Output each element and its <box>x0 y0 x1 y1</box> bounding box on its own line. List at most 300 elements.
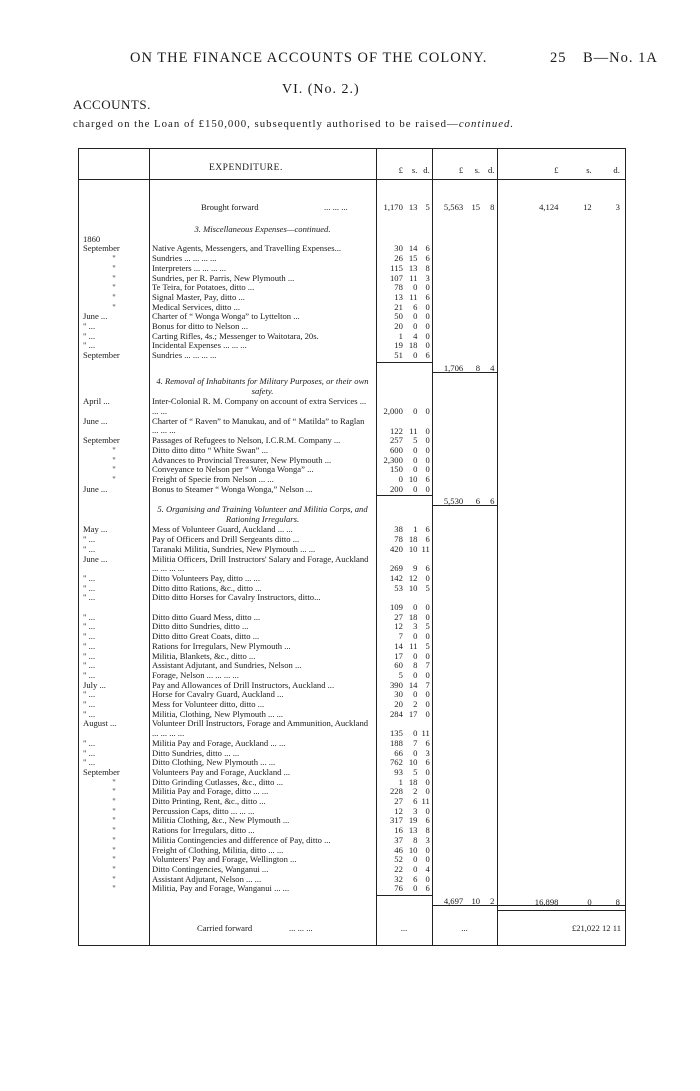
entry-amount-pounds: 17 <box>394 650 403 661</box>
section-total-3-pence: 4 <box>490 362 495 373</box>
entry-amount-pounds: 14 <box>394 640 403 651</box>
entry-date: September <box>83 435 120 446</box>
entry-date: " <box>112 805 116 816</box>
subtotal-rule <box>376 362 432 363</box>
entry-amount-pounds: 317 <box>389 815 403 826</box>
entry-description: Incidental Expenses ... ... ... <box>152 340 247 351</box>
entry-amount-pence: 11 <box>421 728 430 739</box>
entry-amount-pounds: 53 <box>394 582 403 593</box>
entry-description: Ditto Grinding Cutlasses, &c., ditto ... <box>152 776 284 787</box>
entry-amount-pounds: 52 <box>394 854 403 865</box>
entry-amount-pounds: 2,000 <box>383 406 403 417</box>
entry-amount-pence: 0 <box>425 464 430 475</box>
entry-amount-pounds: 20 <box>394 699 403 709</box>
entry-amount-shillings: 5 <box>413 766 418 777</box>
entry-amount-shillings: 8 <box>413 834 418 845</box>
entry-date: " <box>112 454 116 465</box>
entry-amount-pence: 0 <box>425 454 430 465</box>
entry-amount-pounds: 27 <box>394 611 403 622</box>
entry-amount-pounds: 37 <box>394 834 403 845</box>
entry-amount-pounds: 188 <box>389 737 403 748</box>
entry-description: Advances to Provincial Treasurer, New Plymouth ... <box>152 454 332 465</box>
entry-date: " <box>112 272 116 283</box>
entry-date: " <box>112 776 116 787</box>
entry-description: Volunteers Pay and Forage, Auckland ... <box>152 766 291 777</box>
entry-date: " <box>112 444 116 455</box>
entry-description: Charter of “ Raven” to Manukau, and of “ Matilda” to Raglan ... ... ... <box>152 415 365 436</box>
entry-description: Ditto ditto Horses for Cavalry Instructors, ditto... <box>152 592 321 603</box>
entry-date: " <box>112 474 116 484</box>
entry-amount-pence: 8 <box>425 825 430 836</box>
entry-amount-pounds: 600 <box>389 444 403 455</box>
section-total-3-shillings: 8 <box>475 362 481 373</box>
entry-amount-shillings: 0 <box>413 406 418 417</box>
entry-description: Militia Pay and Forage, ditto ... ... <box>152 786 269 797</box>
entry-amount-shillings: 0 <box>413 883 418 894</box>
entry-amount-pounds: 7 <box>398 631 403 642</box>
entry-date: " ... <box>83 534 96 545</box>
entry-amount-pence: 0 <box>425 776 430 787</box>
entry-description: Militia Officers, Drill Instructors' Salary and Forage, Auckland ... ... ... ... <box>152 553 369 574</box>
entry-amount-pounds: 16 <box>394 825 403 836</box>
entry-amount-pounds: 78 <box>394 534 403 545</box>
entry-description: Passages of Refugees to Nelson, I.C.R.M. Company ... <box>152 435 341 446</box>
entry-date: " ... <box>83 340 96 351</box>
entry-date: " <box>112 464 116 475</box>
entry-date: " <box>112 282 116 293</box>
entry-amount-pence: 0 <box>425 805 430 816</box>
entry-amount-shillings: 18 <box>408 534 418 545</box>
entry-amount-pence: 6 <box>425 474 430 484</box>
currency-header-col1-shillings: s. <box>411 165 418 175</box>
entry-amount-shillings: 0 <box>413 747 418 758</box>
currency-header-col3-shillings: s. <box>586 165 592 175</box>
entry-date: " <box>112 291 116 302</box>
brought-forward-col2-pence: 8 <box>490 202 495 212</box>
brought-forward-col3-shillings: 12 <box>583 202 592 212</box>
entry-date: " <box>112 844 116 855</box>
entry-amount-pence: 6 <box>425 534 430 545</box>
section-title: VI. (No. 2.) <box>282 82 360 97</box>
entry-amount-shillings: 0 <box>413 854 418 865</box>
entry-description: Sundries, per R. Parris, New Plymouth ... <box>152 272 295 283</box>
entry-amount-pounds: 284 <box>389 708 403 719</box>
entry-description: Freight of Clothing, Militia, ditto ... ... <box>152 844 284 855</box>
entry-amount-pounds: 27 <box>394 796 403 806</box>
entry-amount-pence: 0 <box>425 631 430 642</box>
entry-description: Militia Pay and Forage, Auckland ... ... <box>152 737 286 748</box>
entry-amount-pounds: 115 <box>390 262 403 273</box>
entry-amount-pence: 3 <box>425 272 430 283</box>
carried-forward-dots: ... ... ... <box>289 923 313 933</box>
entry-amount-pence: 5 <box>425 621 430 632</box>
entry-date: " ... <box>83 631 96 642</box>
entry-date: " <box>112 253 116 264</box>
entry-description: Carting Rifles, 4s.; Messenger to Waitotara, 20s. <box>152 330 319 341</box>
entry-amount-pence: 0 <box>425 844 430 855</box>
entry-description: Assistant Adjutant, Nelson ... ... <box>152 873 262 884</box>
entry-description: Pay and Allowances of Drill Instructors, Auckland ... <box>152 679 335 690</box>
entry-amount-shillings: 13 <box>408 262 418 273</box>
entry-description: Conveyance to Nelson per “ Wonga Wonga” ... <box>152 464 314 475</box>
entry-amount-shillings: 0 <box>413 689 418 700</box>
entry-amount-pence: 6 <box>425 883 430 894</box>
entry-amount-pounds: 122 <box>389 425 403 436</box>
section-total-4-pence: 6 <box>490 496 495 507</box>
entry-description: Taranaki Militia, Sundries, New Plymouth ... ... <box>152 543 316 554</box>
entry-date: " ... <box>83 592 96 603</box>
entry-amount-pounds: 2,300 <box>383 454 403 465</box>
entry-amount-pence: 11 <box>421 543 430 554</box>
entry-amount-shillings: 6 <box>413 301 418 312</box>
entry-description: Mess for Volunteer ditto, ditto ... <box>152 699 265 709</box>
entry-amount-pounds: 0 <box>398 474 403 484</box>
entry-description: Medical Services, ditto ... <box>152 301 241 312</box>
entry-amount-shillings: 6 <box>413 796 418 806</box>
entry-description: Te Teira, for Potatoes, ditto ... <box>152 282 255 293</box>
entry-description: Pay of Officers and Drill Sergeants ditto ... <box>152 534 300 545</box>
entry-amount-pence: 6 <box>425 737 430 748</box>
entry-amount-shillings: 0 <box>413 282 418 293</box>
entry-amount-pounds: 12 <box>394 805 403 816</box>
entry-description: Volunteers' Pay and Forage, Wellington ... <box>152 854 297 865</box>
entry-amount-pounds: 60 <box>394 660 403 671</box>
entry-amount-pounds: 22 <box>394 863 403 874</box>
entry-amount-pence: 0 <box>425 340 430 351</box>
entry-description: Freight of Specie from Nelson ... ... <box>152 474 274 484</box>
entry-amount-pence: 0 <box>425 301 430 312</box>
entry-amount-pence: 0 <box>425 483 430 494</box>
column3-subtotal-pounds: 16,898 <box>534 897 559 907</box>
col3-rule <box>497 910 625 911</box>
entry-description: Militia Clothing, &c., New Plymouth ... <box>152 815 290 826</box>
section-total-5-pence: 2 <box>490 896 495 906</box>
entry-description: Ditto Volunteers Pay, ditto ... ... <box>152 572 260 583</box>
entry-date: " ... <box>83 611 96 622</box>
entry-amount-pence: 0 <box>425 572 430 583</box>
header-rule <box>79 179 625 180</box>
entry-amount-shillings: 17 <box>408 708 418 719</box>
currency-header-col2-pounds: £ <box>458 165 464 175</box>
entry-date: " <box>112 834 116 845</box>
entry-amount-pounds: 30 <box>394 243 403 254</box>
brought-forward-col1-pence: 5 <box>425 202 430 212</box>
entry-amount-pounds: 420 <box>389 543 403 554</box>
entry-amount-pounds: 269 <box>389 563 403 574</box>
entry-date: " ... <box>83 699 96 709</box>
entry-description: Rations for Irregulars, New Plymouth ... <box>152 640 291 651</box>
entry-date: " ... <box>83 321 96 331</box>
entry-amount-pence: 0 <box>425 669 430 680</box>
entry-amount-pounds: 1 <box>398 776 403 787</box>
entry-amount-pence: 6 <box>425 563 430 574</box>
entry-date: July ... <box>83 679 106 690</box>
entry-date: June ... <box>83 415 108 426</box>
entry-amount-pounds: 390 <box>389 679 403 690</box>
brought-forward-col1-pounds: 1,170 <box>383 202 403 212</box>
expenditure-header: EXPENDITURE. <box>209 163 283 173</box>
entry-amount-pounds: 32 <box>394 873 403 884</box>
entry-description: Sundries ... ... ... ... <box>152 253 217 264</box>
entry-amount-shillings: 0 <box>413 464 418 475</box>
entry-amount-pence: 6 <box>425 524 430 535</box>
entry-date: " <box>112 854 116 865</box>
entry-amount-pence: 0 <box>425 873 430 884</box>
entry-date: " ... <box>83 708 96 719</box>
entry-amount-pounds: 228 <box>389 786 403 797</box>
carried-forward-col2: ... <box>461 923 468 933</box>
entry-amount-pence: 0 <box>425 330 430 341</box>
entry-description: Ditto ditto Great Coats, ditto ... <box>152 631 260 642</box>
entry-date: " <box>112 262 116 273</box>
entry-amount-pence: 0 <box>425 611 430 622</box>
entry-date: " <box>112 786 116 797</box>
entry-amount-pounds: 200 <box>389 483 403 494</box>
entry-amount-pounds: 51 <box>394 350 403 361</box>
currency-header-col1-pounds: £ <box>398 165 403 175</box>
entry-date: " ... <box>83 650 96 661</box>
brought-forward-dots: ... ... ... <box>324 202 348 212</box>
entry-amount-pence: 11 <box>421 796 430 806</box>
entry-date: April ... <box>83 396 110 407</box>
entry-amount-pounds: 21 <box>394 301 403 312</box>
section-total-4-shillings: 6 <box>475 496 481 507</box>
entry-amount-pence: 0 <box>425 689 430 700</box>
entry-amount-pence: 4 <box>425 863 430 874</box>
document-reference: B—No. 1A <box>583 50 658 66</box>
entry-amount-shillings: 0 <box>413 631 418 642</box>
entry-date: " <box>112 815 116 826</box>
entry-description: Militia, Clothing, New Plymouth ... ... <box>152 708 284 719</box>
entry-date: June ... <box>83 311 108 322</box>
section-total-5-pounds: 4,697 <box>443 896 464 906</box>
entry-description: Percussion Caps, ditto ... ... ... <box>152 805 255 816</box>
entry-amount-shillings: 2 <box>413 699 418 709</box>
entry-description: Inter-Colonial R. M. Company on account of extra Services ... ... ... <box>152 396 367 416</box>
entry-date: " ... <box>83 330 96 341</box>
entry-amount-pence: 5 <box>425 582 430 593</box>
entry-date: June ... <box>83 553 108 564</box>
entry-description: Ditto Sundries, ditto ... ... <box>152 747 240 758</box>
entry-date: " ... <box>83 572 96 583</box>
entry-amount-shillings: 5 <box>413 435 418 446</box>
entry-amount-pounds: 142 <box>389 572 403 583</box>
entry-amount-shillings: 14 <box>408 679 418 690</box>
page-number: 25 <box>550 50 567 66</box>
entry-amount-pounds: 46 <box>394 844 403 855</box>
entry-amount-pence: 8 <box>425 262 430 273</box>
entry-description: Charter of “ Wonga Wonga” to Lyttelton ... <box>152 311 300 322</box>
entry-date: " ... <box>83 621 96 632</box>
carried-forward-col1: ... <box>400 923 408 933</box>
entry-description: Militia, Blankets, &c., ditto ... <box>152 650 256 661</box>
entry-date: " <box>112 825 116 836</box>
entry-date: " ... <box>83 747 96 758</box>
entry-amount-pounds: 20 <box>394 321 403 331</box>
entry-amount-pence: 0 <box>425 425 430 436</box>
entry-amount-shillings: 8 <box>413 660 418 671</box>
entry-date: May ... <box>83 524 108 535</box>
entry-description: Militia Contingencies and difference of Pay, ditto ... <box>152 834 331 845</box>
entry-amount-shillings: 15 <box>408 253 418 264</box>
entry-amount-shillings: 18 <box>408 340 418 351</box>
entry-amount-pounds: 12 <box>394 621 403 632</box>
entry-amount-pounds: 50 <box>394 311 403 322</box>
entry-description: Ditto Printing, Rent, &c., ditto ... <box>152 796 266 806</box>
column-rule <box>149 149 150 945</box>
entry-amount-pence: 3 <box>425 747 430 758</box>
entry-amount-shillings: 11 <box>409 640 418 651</box>
page-subtitle: charged on the Loan of £150,000, subsequently authorised to be raised—continued. <box>73 118 515 130</box>
entry-amount-shillings: 0 <box>413 321 418 331</box>
entry-date: " ... <box>83 543 96 554</box>
section-total-4-pounds: 5,530 <box>443 496 464 507</box>
entry-date: " ... <box>83 640 96 651</box>
section-total-5-shillings: 10 <box>471 896 481 906</box>
entry-amount-pence: 6 <box>425 243 430 254</box>
entry-amount-shillings: 11 <box>409 272 418 283</box>
entry-amount-shillings: 0 <box>413 444 418 455</box>
entry-amount-pence: 3 <box>425 834 430 845</box>
entry-amount-pence: 0 <box>425 854 430 865</box>
entry-amount-pence: 0 <box>425 406 430 417</box>
entry-amount-shillings: 3 <box>413 621 418 632</box>
entry-description: Ditto Clothing, New Plymouth ... ... <box>152 757 276 768</box>
entry-amount-shillings: 3 <box>413 805 418 816</box>
entry-amount-pounds: 135 <box>389 728 403 739</box>
entry-date: " ... <box>83 689 96 700</box>
entry-amount-shillings: 1 <box>413 524 418 535</box>
entry-amount-pence: 0 <box>425 786 430 797</box>
entry-amount-shillings: 9 <box>413 563 418 574</box>
entry-amount-pence: 6 <box>425 815 430 826</box>
entry-date: " ... <box>83 669 96 680</box>
entry-amount-pounds: 76 <box>394 883 403 894</box>
brought-forward-label: Brought forward <box>201 202 259 212</box>
entry-amount-pounds: 38 <box>394 524 403 535</box>
carried-forward-label: Carried forward <box>197 923 253 933</box>
entry-amount-shillings: 18 <box>408 611 418 622</box>
entry-date: " <box>112 873 116 884</box>
entry-amount-pounds: 1 <box>398 330 403 341</box>
subtotal-rule <box>376 895 432 896</box>
entry-date: September <box>83 350 120 361</box>
entry-description: Horse for Cavalry Guard, Auckland ... <box>152 689 284 700</box>
entry-amount-shillings: 7 <box>413 737 418 748</box>
entry-date: " ... <box>83 757 96 768</box>
accounts-label: ACCOUNTS. <box>73 97 151 112</box>
entry-date: September <box>83 766 120 777</box>
entry-amount-shillings: 4 <box>413 330 418 341</box>
subtotal-rule <box>376 495 432 496</box>
carried-forward-total: £21,022 12 11 <box>571 923 621 933</box>
entry-date: " ... <box>83 582 96 593</box>
entry-amount-pence: 0 <box>425 435 430 446</box>
entry-amount-pence: 0 <box>425 708 430 719</box>
entry-amount-pounds: 5 <box>398 669 403 680</box>
entry-amount-pence: 6 <box>425 757 430 768</box>
entry-amount-pounds: 30 <box>394 689 403 700</box>
entry-amount-pence: 6 <box>425 291 430 302</box>
entry-date: September <box>83 243 120 254</box>
entry-description: Sundries ... ... ... ... <box>152 350 217 361</box>
entry-amount-shillings: 18 <box>408 776 418 787</box>
entry-amount-pence: 6 <box>425 350 430 361</box>
entry-amount-shillings: 11 <box>409 291 418 302</box>
entry-date: " <box>112 883 116 894</box>
column-rule <box>432 149 433 945</box>
entry-amount-shillings: 0 <box>413 863 418 874</box>
brought-forward-col1-shillings: 13 <box>408 202 418 212</box>
expenditure-ledger-table <box>78 148 626 946</box>
brought-forward-col2-pounds: 5,563 <box>443 202 464 212</box>
section-title-3: 3. Miscellaneous Expenses—continued. <box>194 224 331 234</box>
entry-description: Forage, Nelson ... ... ... ... <box>152 669 239 680</box>
entry-date: " <box>112 301 116 312</box>
entry-description: Ditto Contingencies, Wanganui ... <box>152 863 269 874</box>
entry-amount-shillings: 10 <box>408 582 418 593</box>
entry-amount-pence: 0 <box>425 602 430 612</box>
entry-amount-shillings: 10 <box>408 474 418 484</box>
entry-amount-pence: 0 <box>425 321 430 331</box>
entry-amount-shillings: 12 <box>408 572 418 583</box>
entry-description: Volunteer Drill Instructors, Forage and Ammunition, Auckland ... ... ... ... <box>152 718 369 738</box>
column-rule <box>497 149 498 945</box>
entry-description: Mess of Volunteer Guard, Auckland ... ... <box>152 524 293 535</box>
currency-header-col3-pence: d. <box>613 165 620 175</box>
entry-description: Militia, Pay and Forage, Wanganui ... ... <box>152 883 290 894</box>
entry-amount-shillings: 13 <box>408 825 418 836</box>
entry-date: " ... <box>83 737 96 748</box>
entry-amount-pounds: 150 <box>389 464 403 475</box>
entry-amount-shillings: 14 <box>408 243 418 254</box>
entry-date: 1860 <box>83 233 101 244</box>
entry-amount-pence: 7 <box>425 679 430 690</box>
entry-amount-pounds: 93 <box>394 766 403 777</box>
entry-amount-pounds: 13 <box>394 291 403 302</box>
entry-date: " ... <box>83 660 96 671</box>
entry-amount-shillings: 0 <box>413 483 418 494</box>
entry-amount-shillings: 19 <box>408 815 418 826</box>
entry-amount-pounds: 66 <box>394 747 403 758</box>
entry-date: June ... <box>83 483 108 494</box>
entry-amount-pounds: 109 <box>389 602 403 612</box>
entry-description: Ditto ditto Sundries, ditto ... <box>152 621 249 632</box>
entry-amount-pence: 6 <box>425 253 430 264</box>
entry-description: Interpreters ... ... ... ... <box>152 262 226 273</box>
entry-amount-pence: 5 <box>425 640 430 651</box>
entry-amount-shillings: 6 <box>413 873 418 884</box>
entry-amount-shillings: 0 <box>413 728 418 739</box>
entry-date: " <box>112 796 116 806</box>
brought-forward-col2-shillings: 15 <box>471 202 481 212</box>
entry-amount-shillings: 0 <box>413 311 418 322</box>
entry-amount-pence: 0 <box>425 766 430 777</box>
currency-header-col1-pence: d. <box>423 165 430 175</box>
entry-amount-pounds: 762 <box>389 757 403 768</box>
entry-amount-shillings: 11 <box>409 425 418 436</box>
section-title-5: 5. Organising and Training Volunteer and Militia Corps, and Rationing Irregulars. <box>157 504 368 524</box>
entry-amount-pounds: 78 <box>394 282 403 293</box>
entry-description: Ditto ditto ditto “ White Swan” ... <box>152 444 269 455</box>
entry-amount-shillings: 0 <box>413 650 418 661</box>
entry-description: Assistant Adjutant, and Sundries, Nelson ... <box>152 660 302 671</box>
currency-header-col2-pence: d. <box>487 165 495 175</box>
entry-amount-pence: 0 <box>425 311 430 322</box>
entry-amount-pounds: 257 <box>389 435 403 446</box>
entry-amount-pounds: 19 <box>394 340 403 351</box>
entry-description: Native Agents, Messengers, and Travelling Expenses... <box>152 243 342 254</box>
